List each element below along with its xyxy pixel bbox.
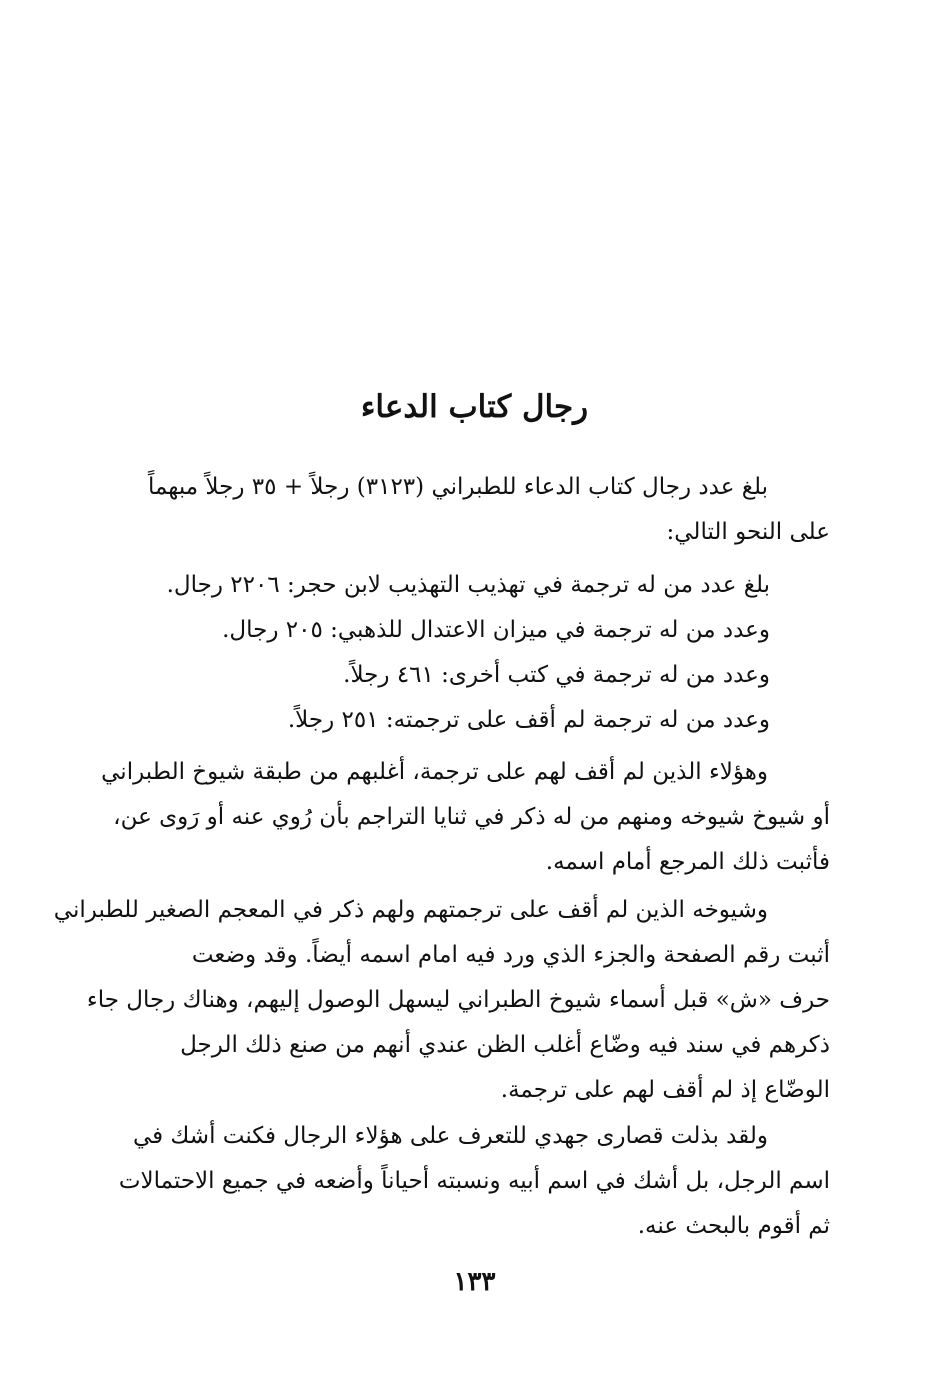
paragraph-line: فأثبت ذلك المرجع أمام اسمه. bbox=[545, 849, 830, 875]
paragraph-line: ثم أقوم بالبحث عنه. bbox=[637, 1213, 830, 1239]
unidentified-narrators-paragraph bbox=[101, 750, 830, 885]
effort-paragraph bbox=[118, 1114, 830, 1249]
statistics-item: بلغ عدد من له ترجمة في تهذيب التهذيب لابن حجر: ٢٢٠٦ رجال. bbox=[166, 572, 770, 598]
paragraph-line: ولقد بذلت قصارى جهدي للتعرف على هؤلاء الرجال فكنت أشك في bbox=[132, 1123, 768, 1149]
statistics-item: وعدد من له ترجمة لم أقف على ترجمته: ٢٥١ رجلاً. bbox=[287, 707, 770, 733]
paragraph-line: اسم الرجل، بل أشك في اسم أبيه ونسبته أحياناً وأضعه في جميع الاحتمالات bbox=[118, 1168, 830, 1194]
page-title: رجال كتاب الدعاء bbox=[360, 389, 589, 425]
statistics-item: وعدد من له ترجمة في ميزان الاعتدال للذهبي: ٢٠٥ رجال. bbox=[222, 617, 770, 643]
paragraph-line: الوضّاع إذ لم أقف لهم على ترجمة. bbox=[500, 1077, 830, 1103]
statistics-item: وعدد من له ترجمة في كتب أخرى: ٤٦١ رجلاً. bbox=[343, 662, 770, 688]
page-number: ١٣٣ bbox=[453, 1267, 496, 1297]
paragraph-line: ذكرهم في سند فيه وضّاع أغلب الظن عندي أنهم من صنع ذلك الرجل bbox=[180, 1032, 830, 1058]
statistics-list bbox=[128, 563, 770, 743]
paragraph-line: حرف «ش» قبل أسماء شيوخ الطبراني ليسهل الوصول إليهم، وهناك رجال جاء bbox=[86, 987, 830, 1013]
paragraph-line: أثبت رقم الصفحة والجزء الذي ورد فيه امام اسمه أيضاً. وقد وضعت bbox=[191, 942, 830, 968]
paragraph-line: وشيوخه الذين لم أقف على ترجمتهم ولهم ذكر في المعجم الصغير للطبراني bbox=[53, 897, 768, 923]
intro-paragraph bbox=[128, 465, 830, 555]
intro-line: على النحو التالي: bbox=[666, 519, 830, 545]
paragraph-line: وهؤلاء الذين لم أقف لهم على ترجمة، أغلبهم من طبقة شيوخ الطبراني bbox=[101, 759, 768, 785]
paragraph-line: أو شيوخ شيوخه ومنهم من له ذكر في ثنايا التراجم بأن رُوي عنه أو رَوى عن، bbox=[113, 804, 830, 830]
intro-line: بلغ عدد رجال كتاب الدعاء للطبراني (٣١٢٣) رجلاً + ٣٥ رجلاً مبهماً bbox=[147, 474, 768, 500]
teachers-paragraph bbox=[53, 888, 830, 1113]
